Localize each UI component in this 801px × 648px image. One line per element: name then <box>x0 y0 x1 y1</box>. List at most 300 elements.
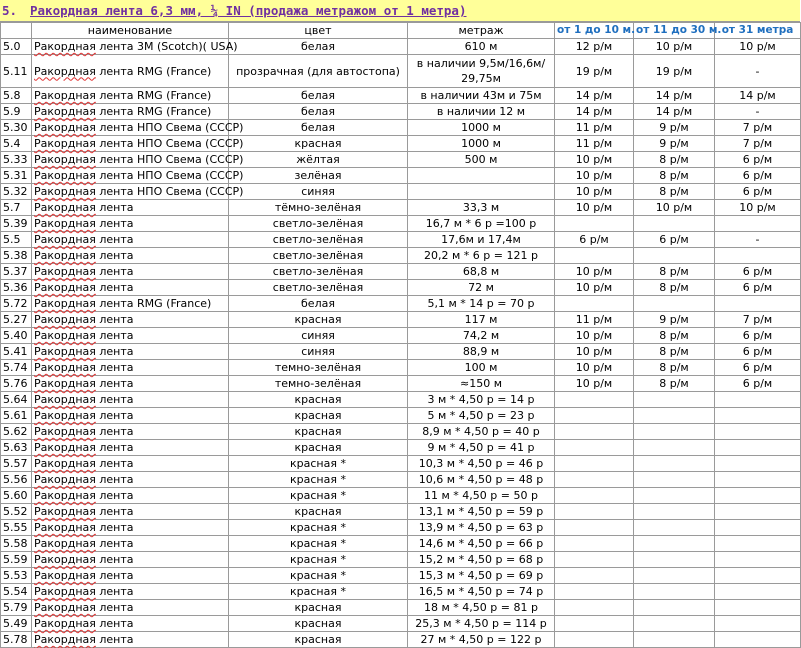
cell-color: красная <box>229 504 408 520</box>
cell-color: красная <box>229 392 408 408</box>
cell-price-1-10: 10 р/м <box>555 328 634 344</box>
cell-id: 5.74 <box>1 360 32 376</box>
table-header-row <box>1 23 801 39</box>
cell-length: 1000 м <box>408 120 555 136</box>
cell-price-31plus <box>715 584 801 600</box>
misspelled-word: Ракордная <box>34 40 96 53</box>
cell-id: 5.8 <box>1 88 32 104</box>
cell-price-11-30 <box>634 408 715 424</box>
misspelled-word: Ракордная <box>34 409 96 422</box>
cell-id: 5.33 <box>1 152 32 168</box>
cell-price-1-10 <box>555 424 634 440</box>
cell-color: светло-зелёная <box>229 216 408 232</box>
cell-id: 5.5 <box>1 232 32 248</box>
cell-price-11-30: 8 р/м <box>634 328 715 344</box>
cell-name: Ракордная лента <box>32 344 229 360</box>
header-length: метраж <box>408 23 555 39</box>
cell-price-11-30: 9 р/м <box>634 136 715 152</box>
cell-price-31plus <box>715 248 801 264</box>
cell-price-11-30: 8 р/м <box>634 344 715 360</box>
cell-name: Ракордная лента <box>32 408 229 424</box>
cell-color: прозрачная (для автостопа) <box>229 55 408 88</box>
misspelled-word: Ракордная <box>34 345 96 358</box>
cell-price-11-30 <box>634 392 715 408</box>
cell-price-1-10: 14 р/м <box>555 104 634 120</box>
cell-price-31plus: - <box>715 232 801 248</box>
cell-price-11-30: 14 р/м <box>634 88 715 104</box>
cell-price-31plus <box>715 408 801 424</box>
cell-price-1-10 <box>555 552 634 568</box>
cell-price-1-10 <box>555 520 634 536</box>
cell-id: 5.40 <box>1 328 32 344</box>
cell-price-11-30: 8 р/м <box>634 264 715 280</box>
cell-price-31plus <box>715 632 801 648</box>
cell-length: 68,8 м <box>408 264 555 280</box>
cell-color: светло-зелёная <box>229 264 408 280</box>
cell-price-11-30: 8 р/м <box>634 376 715 392</box>
misspelled-word: Ракордная <box>34 473 96 486</box>
table-row <box>1 536 801 552</box>
cell-id: 5.39 <box>1 216 32 232</box>
misspelled-word: Ракордная <box>34 585 96 598</box>
cell-name: Ракордная лента <box>32 440 229 456</box>
cell-price-31plus <box>715 504 801 520</box>
header-color: цвет <box>229 23 408 39</box>
cell-length: 17,6м и 17,4м <box>408 232 555 248</box>
cell-price-31plus <box>715 296 801 312</box>
cell-id: 5.37 <box>1 264 32 280</box>
section-number: 5. <box>2 3 18 18</box>
section-title-text: Ракордная лента 6,3 мм, ¼ IN (продажа метражом от 1 метра) <box>30 3 467 18</box>
misspelled-word: Ракордная <box>34 457 96 470</box>
cell-color: красная * <box>229 536 408 552</box>
cell-price-31plus <box>715 600 801 616</box>
cell-name: Ракордная лента <box>32 216 229 232</box>
cell-id: 5.0 <box>1 39 32 55</box>
cell-price-1-10: 10 р/м <box>555 280 634 296</box>
cell-price-1-10 <box>555 584 634 600</box>
cell-color: синяя <box>229 184 408 200</box>
table-row <box>1 344 801 360</box>
cell-name: Ракордная лента RMG (France) <box>32 296 229 312</box>
table-row <box>1 456 801 472</box>
misspelled-word: Ракордная <box>34 505 96 518</box>
cell-price-31plus <box>715 424 801 440</box>
cell-id: 5.54 <box>1 584 32 600</box>
cell-price-31plus <box>715 568 801 584</box>
misspelled-word: Ракордная <box>34 233 96 246</box>
cell-price-1-10 <box>555 440 634 456</box>
cell-name: Ракордная лента <box>32 568 229 584</box>
cell-length: 74,2 м <box>408 328 555 344</box>
cell-price-1-10: 19 р/м <box>555 55 634 88</box>
cell-price-1-10 <box>555 216 634 232</box>
cell-length: 16,7 м * 6 р =100 р <box>408 216 555 232</box>
cell-price-31plus <box>715 392 801 408</box>
cell-id: 5.7 <box>1 200 32 216</box>
cell-price-11-30 <box>634 248 715 264</box>
header-price-1-10: от 1 до 10 м. <box>555 23 634 39</box>
cell-price-11-30: 8 р/м <box>634 184 715 200</box>
table-row <box>1 296 801 312</box>
cell-price-11-30 <box>634 552 715 568</box>
cell-price-1-10 <box>555 408 634 424</box>
cell-price-11-30 <box>634 632 715 648</box>
cell-price-31plus <box>715 616 801 632</box>
cell-price-31plus: 10 р/м <box>715 200 801 216</box>
table-row <box>1 39 801 55</box>
cell-name: Ракордная лента <box>32 536 229 552</box>
cell-color: красная * <box>229 552 408 568</box>
cell-name: Ракордная лента <box>32 264 229 280</box>
cell-length: 100 м <box>408 360 555 376</box>
misspelled-word: Ракордная <box>34 105 96 118</box>
table-row <box>1 616 801 632</box>
cell-color: красная <box>229 136 408 152</box>
table-row <box>1 472 801 488</box>
cell-price-1-10: 10 р/м <box>555 344 634 360</box>
misspelled-word: Ракордная <box>34 313 96 326</box>
misspelled-word: Ракордная <box>34 121 96 134</box>
cell-price-31plus: 6 р/м <box>715 184 801 200</box>
table-row <box>1 440 801 456</box>
table-row <box>1 504 801 520</box>
cell-price-31plus <box>715 536 801 552</box>
cell-name: Ракордная лента НПО Свема (СССР) <box>32 136 229 152</box>
table-row <box>1 152 801 168</box>
table-row <box>1 632 801 648</box>
cell-length: 5,1 м * 14 р = 70 р <box>408 296 555 312</box>
cell-price-31plus: 6 р/м <box>715 264 801 280</box>
table-row <box>1 360 801 376</box>
cell-price-11-30 <box>634 216 715 232</box>
cell-length: в наличии 12 м <box>408 104 555 120</box>
cell-price-31plus: 14 р/м <box>715 88 801 104</box>
cell-price-1-10: 6 р/м <box>555 232 634 248</box>
cell-price-11-30: 9 р/м <box>634 120 715 136</box>
cell-name: Ракордная лента <box>32 248 229 264</box>
cell-price-31plus <box>715 520 801 536</box>
cell-name: Ракордная лента НПО Свема (СССР) <box>32 120 229 136</box>
cell-price-31plus <box>715 472 801 488</box>
misspelled-word: Ракордная <box>34 553 96 566</box>
misspelled-word: Ракордная <box>34 201 96 214</box>
cell-name: Ракордная лента <box>32 280 229 296</box>
cell-color: красная * <box>229 488 408 504</box>
cell-id: 5.53 <box>1 568 32 584</box>
misspelled-word: Ракордная <box>34 489 96 502</box>
cell-price-31plus: 10 р/м <box>715 39 801 55</box>
cell-length: 27 м * 4,50 р = 122 р <box>408 632 555 648</box>
table-row <box>1 312 801 328</box>
cell-color: белая <box>229 104 408 120</box>
cell-price-1-10 <box>555 504 634 520</box>
header-price-11-30: от 11 до 30 м. <box>634 23 715 39</box>
cell-id: 5.64 <box>1 392 32 408</box>
cell-id: 5.52 <box>1 504 32 520</box>
cell-price-1-10: 14 р/м <box>555 88 634 104</box>
cell-price-1-10: 11 р/м <box>555 136 634 152</box>
cell-price-31plus: 6 р/м <box>715 168 801 184</box>
cell-name: Ракордная лента RMG (France) <box>32 104 229 120</box>
cell-length: 10,3 м * 4,50 р = 46 р <box>408 456 555 472</box>
cell-id: 5.61 <box>1 408 32 424</box>
misspelled-word: Ракордная <box>34 521 96 534</box>
cell-color: синяя <box>229 344 408 360</box>
cell-id: 5.57 <box>1 456 32 472</box>
table-row <box>1 600 801 616</box>
misspelled-word: Ракордная <box>34 569 96 582</box>
cell-name: Ракордная лента <box>32 392 229 408</box>
cell-price-31plus: 6 р/м <box>715 344 801 360</box>
cell-price-1-10: 11 р/м <box>555 120 634 136</box>
misspelled-word: Ракордная <box>34 265 96 278</box>
misspelled-word: Ракордная <box>34 281 96 294</box>
cell-name: Ракордная лента <box>32 584 229 600</box>
cell-price-11-30: 6 р/м <box>634 232 715 248</box>
cell-id: 5.9 <box>1 104 32 120</box>
cell-price-31plus: 6 р/м <box>715 328 801 344</box>
table-row <box>1 264 801 280</box>
cell-id: 5.76 <box>1 376 32 392</box>
table-row <box>1 136 801 152</box>
cell-length: 72 м <box>408 280 555 296</box>
cell-price-31plus: 7 р/м <box>715 120 801 136</box>
cell-name: Ракордная лента <box>32 312 229 328</box>
cell-price-1-10 <box>555 392 634 408</box>
cell-id: 5.60 <box>1 488 32 504</box>
cell-name: Ракордная лента <box>32 600 229 616</box>
cell-id: 5.27 <box>1 312 32 328</box>
cell-length: 18 м * 4,50 р = 81 р <box>408 600 555 616</box>
header-id <box>1 23 32 39</box>
cell-id: 5.56 <box>1 472 32 488</box>
cell-name: Ракордная лента НПО Свема (СССР) <box>32 168 229 184</box>
cell-price-11-30: 8 р/м <box>634 280 715 296</box>
cell-price-1-10 <box>555 472 634 488</box>
cell-price-11-30 <box>634 600 715 616</box>
cell-length: 11 м * 4,50 р = 50 р <box>408 488 555 504</box>
cell-price-31plus: - <box>715 104 801 120</box>
cell-color: красная * <box>229 584 408 600</box>
cell-color: красная <box>229 312 408 328</box>
cell-color: белая <box>229 88 408 104</box>
cell-length: 16,5 м * 4,50 р = 74 р <box>408 584 555 600</box>
cell-length: 15,3 м * 4,50 р = 69 р <box>408 568 555 584</box>
cell-id: 5.4 <box>1 136 32 152</box>
cell-price-11-30 <box>634 440 715 456</box>
cell-length: 20,2 м * 6 р = 121 р <box>408 248 555 264</box>
misspelled-word: Ракордная <box>34 137 96 150</box>
cell-price-31plus: 6 р/м <box>715 376 801 392</box>
cell-price-11-30: 10 р/м <box>634 39 715 55</box>
cell-name: Ракордная лента RMG (France) <box>32 55 229 88</box>
misspelled-word: Ракордная <box>34 217 96 230</box>
table-row <box>1 568 801 584</box>
cell-price-11-30: 8 р/м <box>634 168 715 184</box>
cell-length: 33,3 м <box>408 200 555 216</box>
table-row <box>1 552 801 568</box>
table-row <box>1 216 801 232</box>
cell-color: красная * <box>229 568 408 584</box>
misspelled-word: Ракордная <box>34 249 96 262</box>
cell-name: Ракордная лента <box>32 360 229 376</box>
cell-price-11-30: 8 р/м <box>634 152 715 168</box>
cell-price-1-10 <box>555 632 634 648</box>
misspelled-word: Ракордная <box>34 64 96 78</box>
table-row <box>1 584 801 600</box>
cell-id: 5.30 <box>1 120 32 136</box>
cell-name: Ракордная лента <box>32 520 229 536</box>
cell-id: 5.63 <box>1 440 32 456</box>
cell-color: темно-зелёная <box>229 360 408 376</box>
cell-length: ≈150 м <box>408 376 555 392</box>
cell-name: Ракордная лента <box>32 488 229 504</box>
cell-length <box>408 168 555 184</box>
cell-id: 5.78 <box>1 632 32 648</box>
cell-price-31plus: 6 р/м <box>715 280 801 296</box>
cell-price-1-10 <box>555 568 634 584</box>
cell-price-31plus: 6 р/м <box>715 152 801 168</box>
cell-id: 5.11 <box>1 55 32 88</box>
misspelled-word: Ракордная <box>34 185 96 198</box>
cell-price-1-10: 10 р/м <box>555 376 634 392</box>
cell-price-11-30 <box>634 616 715 632</box>
cell-price-1-10 <box>555 296 634 312</box>
table-row <box>1 376 801 392</box>
cell-price-31plus: 6 р/м <box>715 360 801 376</box>
cell-price-1-10: 12 р/м <box>555 39 634 55</box>
cell-price-1-10 <box>555 456 634 472</box>
table-row <box>1 120 801 136</box>
table-row <box>1 232 801 248</box>
cell-price-1-10 <box>555 248 634 264</box>
cell-length: 15,2 м * 4,50 р = 68 р <box>408 552 555 568</box>
cell-name: Ракордная лента 3M (Scotch)( USA) <box>32 39 229 55</box>
cell-length: 8,9 м * 4,50 р = 40 р <box>408 424 555 440</box>
cell-color: тёмно-зелёная <box>229 200 408 216</box>
misspelled-word: Ракордная <box>34 169 96 182</box>
table-row <box>1 520 801 536</box>
cell-price-1-10 <box>555 600 634 616</box>
cell-price-31plus <box>715 488 801 504</box>
cell-length: 1000 м <box>408 136 555 152</box>
cell-price-1-10: 11 р/м <box>555 312 634 328</box>
table-body <box>1 39 801 648</box>
cell-price-1-10: 10 р/м <box>555 200 634 216</box>
cell-price-31plus: 7 р/м <box>715 136 801 152</box>
cell-length: 9 м * 4,50 р = 41 р <box>408 440 555 456</box>
cell-price-31plus <box>715 440 801 456</box>
cell-price-31plus: - <box>715 55 801 88</box>
cell-id: 5.32 <box>1 184 32 200</box>
table-row <box>1 168 801 184</box>
cell-color: зелёная <box>229 168 408 184</box>
cell-name: Ракордная лента <box>32 456 229 472</box>
cell-color: жёлтая <box>229 152 408 168</box>
cell-name: Ракордная лента <box>32 504 229 520</box>
cell-price-11-30 <box>634 424 715 440</box>
cell-color: красная <box>229 632 408 648</box>
cell-name: Ракордная лента <box>32 200 229 216</box>
misspelled-word: Ракордная <box>34 537 96 550</box>
cell-name: Ракордная лента НПО Свема (СССР) <box>32 184 229 200</box>
cell-id: 5.79 <box>1 600 32 616</box>
misspelled-word: Ракордная <box>34 377 96 390</box>
table-row <box>1 200 801 216</box>
cell-id: 5.41 <box>1 344 32 360</box>
cell-price-11-30: 14 р/м <box>634 104 715 120</box>
misspelled-word: Ракордная <box>34 633 96 646</box>
cell-price-1-10: 10 р/м <box>555 168 634 184</box>
table-row <box>1 104 801 120</box>
cell-color: светло-зелёная <box>229 280 408 296</box>
cell-length: 14,6 м * 4,50 р = 66 р <box>408 536 555 552</box>
cell-name: Ракордная лента <box>32 232 229 248</box>
cell-id: 5.49 <box>1 616 32 632</box>
cell-price-11-30: 8 р/м <box>634 360 715 376</box>
cell-color: красная <box>229 408 408 424</box>
cell-length: 500 м <box>408 152 555 168</box>
cell-length: 13,1 м * 4,50 р = 59 р <box>408 504 555 520</box>
cell-price-31plus <box>715 552 801 568</box>
cell-name: Ракордная лента <box>32 632 229 648</box>
cell-color: красная <box>229 600 408 616</box>
cell-color: светло-зелёная <box>229 248 408 264</box>
cell-price-31plus: 7 р/м <box>715 312 801 328</box>
cell-id: 5.31 <box>1 168 32 184</box>
cell-name: Ракордная лента <box>32 552 229 568</box>
cell-color: белая <box>229 120 408 136</box>
cell-price-1-10: 10 р/м <box>555 184 634 200</box>
cell-id: 5.58 <box>1 536 32 552</box>
cell-price-11-30 <box>634 456 715 472</box>
misspelled-word: Ракордная <box>34 153 96 166</box>
cell-price-31plus <box>715 456 801 472</box>
cell-id: 5.59 <box>1 552 32 568</box>
cell-length: 5 м * 4,50 р = 23 р <box>408 408 555 424</box>
cell-price-1-10: 10 р/м <box>555 152 634 168</box>
cell-price-1-10 <box>555 536 634 552</box>
table-row <box>1 424 801 440</box>
price-table <box>0 22 801 648</box>
cell-name: Ракордная лента <box>32 472 229 488</box>
cell-color: красная <box>229 616 408 632</box>
section-title <box>0 0 800 22</box>
cell-length: 117 м <box>408 312 555 328</box>
cell-color: красная * <box>229 472 408 488</box>
cell-name: Ракордная лента <box>32 376 229 392</box>
misspelled-word: Ракордная <box>34 361 96 374</box>
misspelled-word: Ракордная <box>34 297 96 310</box>
table-row <box>1 88 801 104</box>
cell-price-11-30: 19 р/м <box>634 55 715 88</box>
cell-price-11-30 <box>634 568 715 584</box>
misspelled-word: Ракордная <box>34 425 96 438</box>
cell-price-11-30: 10 р/м <box>634 200 715 216</box>
cell-id: 5.38 <box>1 248 32 264</box>
cell-color: темно-зелёная <box>229 376 408 392</box>
cell-color: красная * <box>229 520 408 536</box>
cell-price-11-30 <box>634 488 715 504</box>
cell-color: красная <box>229 440 408 456</box>
misspelled-word: Ракордная <box>34 617 96 630</box>
cell-length: 88,9 м <box>408 344 555 360</box>
cell-length: в наличии 43м и 75м <box>408 88 555 104</box>
cell-price-11-30 <box>634 536 715 552</box>
misspelled-word: Ракордная <box>34 89 96 102</box>
cell-id: 5.72 <box>1 296 32 312</box>
